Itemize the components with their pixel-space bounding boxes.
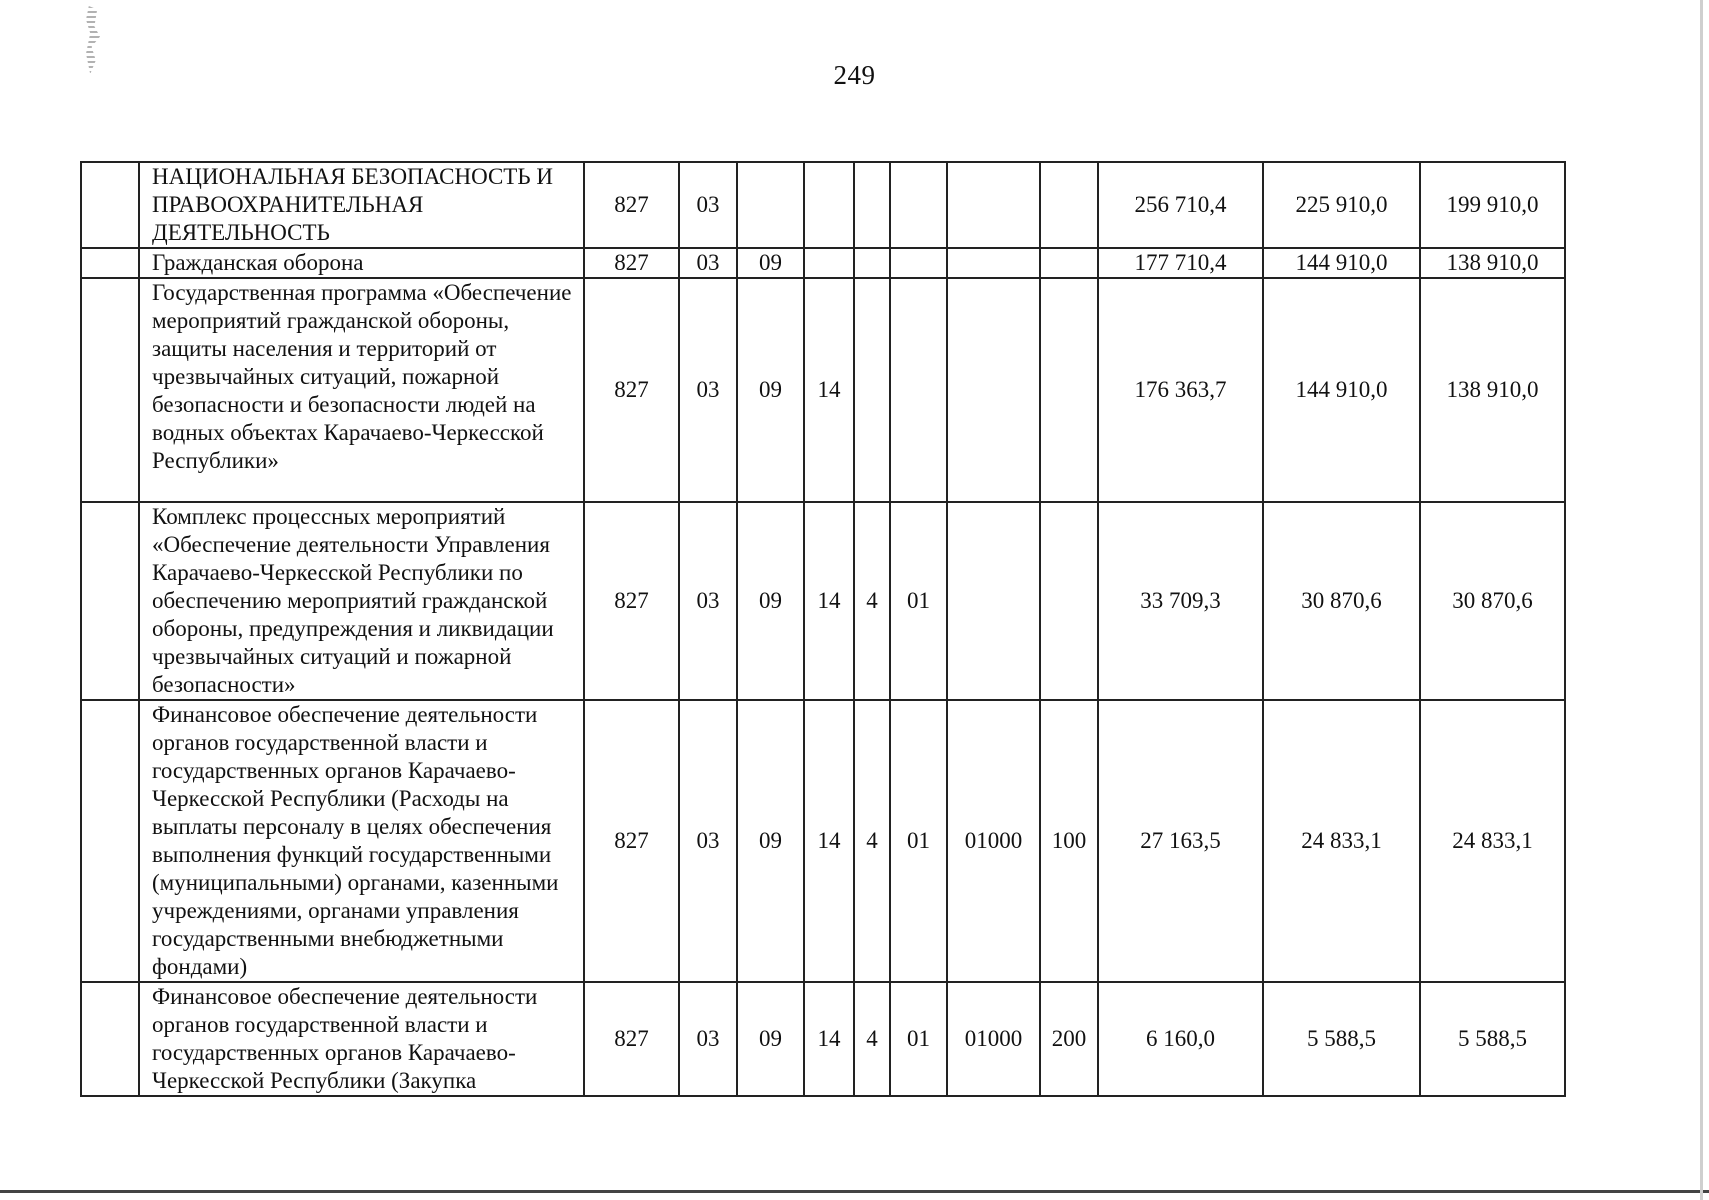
subsection-code: 09 [737, 982, 804, 1096]
row-name: Финансовое обеспечение деятельности органов государственной власти и государственных органов Карачаево-Черкесской Республики (Закупка [139, 982, 584, 1096]
expense-type-code [1040, 278, 1098, 502]
amount-year-3: 30 870,6 [1420, 502, 1565, 700]
program-code: 14 [804, 982, 854, 1096]
row-index-cell [81, 248, 139, 278]
table-row [81, 502, 1565, 700]
subprogram-code [890, 278, 947, 502]
table-row [81, 700, 1565, 982]
amount-year-3: 24 833,1 [1420, 700, 1565, 982]
section-code: 03 [679, 248, 737, 278]
direction-code: 01000 [947, 982, 1040, 1096]
section-code: 03 [679, 700, 737, 982]
program-code: 14 [804, 502, 854, 700]
row-index-cell [81, 502, 139, 700]
amount-year-2: 225 910,0 [1263, 162, 1420, 248]
section-code: 03 [679, 982, 737, 1096]
amount-year-2: 5 588,5 [1263, 982, 1420, 1096]
ministry-code: 827 [584, 162, 679, 248]
amount-year-1: 27 163,5 [1098, 700, 1263, 982]
program-code: 14 [804, 278, 854, 502]
ministry-code: 827 [584, 502, 679, 700]
row-index-cell [81, 278, 139, 502]
ministry-code: 827 [584, 248, 679, 278]
ministry-code: 827 [584, 700, 679, 982]
row-name: Финансовое обеспечение деятельности органов государственной власти и государственных органов Карачаево-Черкесской Республики (Расходы на выплаты персоналу в целях обеспечения выполнения функций государственными (муниципальными) органами, казенными учреждениями, органами управления государственными внебюджетными фондами) [139, 700, 584, 982]
row-name: НАЦИОНАЛЬНАЯ БЕЗОПАСНОСТЬ И ПРАВООХРАНИТЕЛЬНАЯ ДЕЯТЕЛЬНОСТЬ [139, 162, 584, 248]
amount-year-2: 30 870,6 [1263, 502, 1420, 700]
expense-type-code: 200 [1040, 982, 1098, 1096]
page-bottom-edge [0, 1190, 1709, 1193]
page-right-edge [1700, 0, 1703, 1200]
amount-year-1: 33 709,3 [1098, 502, 1263, 700]
subprogram-code: 01 [890, 982, 947, 1096]
table-row [81, 278, 1565, 502]
subsection-code: 09 [737, 502, 804, 700]
amount-year-1: 177 710,4 [1098, 248, 1263, 278]
ministry-code: 827 [584, 982, 679, 1096]
direction-code: 01000 [947, 700, 1040, 982]
subprogram-type-code [854, 162, 890, 248]
amount-year-1: 176 363,7 [1098, 278, 1263, 502]
subprogram-type-code [854, 278, 890, 502]
amount-year-2: 144 910,0 [1263, 278, 1420, 502]
budget-table [80, 161, 1566, 1097]
subsection-code: 09 [737, 278, 804, 502]
table-row [81, 162, 1565, 248]
amount-year-3: 138 910,0 [1420, 278, 1565, 502]
subprogram-type-code: 4 [854, 700, 890, 982]
direction-code [947, 278, 1040, 502]
subsection-code: 09 [737, 700, 804, 982]
row-name: Государственная программа «Обеспечение мероприятий гражданской обороны, защиты населения и территорий от чрезвычайных ситуаций, пожарной безопасности и безопасности людей на водных объектах Карачаево-Черкесской Республики» [139, 278, 584, 502]
direction-code [947, 502, 1040, 700]
amount-year-3: 5 588,5 [1420, 982, 1565, 1096]
subprogram-code: 01 [890, 700, 947, 982]
amount-year-3: 199 910,0 [1420, 162, 1565, 248]
section-code: 03 [679, 502, 737, 700]
amount-year-1: 6 160,0 [1098, 982, 1263, 1096]
expense-type-code: 100 [1040, 700, 1098, 982]
row-index-cell [81, 700, 139, 982]
amount-year-1: 256 710,4 [1098, 162, 1263, 248]
section-code: 03 [679, 162, 737, 248]
table-row [81, 248, 1565, 278]
ministry-code: 827 [584, 278, 679, 502]
program-code [804, 162, 854, 248]
row-index-cell [81, 982, 139, 1096]
amount-year-2: 24 833,1 [1263, 700, 1420, 982]
row-name: Гражданская оборона [139, 248, 584, 278]
expense-type-code [1040, 502, 1098, 700]
expense-type-code [1040, 162, 1098, 248]
program-code [804, 248, 854, 278]
subsection-code: 09 [737, 248, 804, 278]
subsection-code [737, 162, 804, 248]
direction-code [947, 162, 1040, 248]
amount-year-2: 144 910,0 [1263, 248, 1420, 278]
program-code: 14 [804, 700, 854, 982]
direction-code [947, 248, 1040, 278]
subprogram-code [890, 248, 947, 278]
subprogram-code [890, 162, 947, 248]
row-name: Комплекс процессных мероприятий «Обеспечение деятельности Управления Карачаево-Черкесской Республики по обеспечению мероприятий гражданской обороны, предупреждения и ликвидации чрезвычайных ситуаций и пожарной безопасности» [139, 502, 584, 700]
page-number: 249 [833, 60, 876, 90]
amount-year-3: 138 910,0 [1420, 248, 1565, 278]
row-index-cell [81, 162, 139, 248]
subprogram-type-code [854, 248, 890, 278]
subprogram-type-code: 4 [854, 982, 890, 1096]
table-row [81, 982, 1565, 1096]
subprogram-code: 01 [890, 502, 947, 700]
expense-type-code [1040, 248, 1098, 278]
section-code: 03 [679, 278, 737, 502]
subprogram-type-code: 4 [854, 502, 890, 700]
